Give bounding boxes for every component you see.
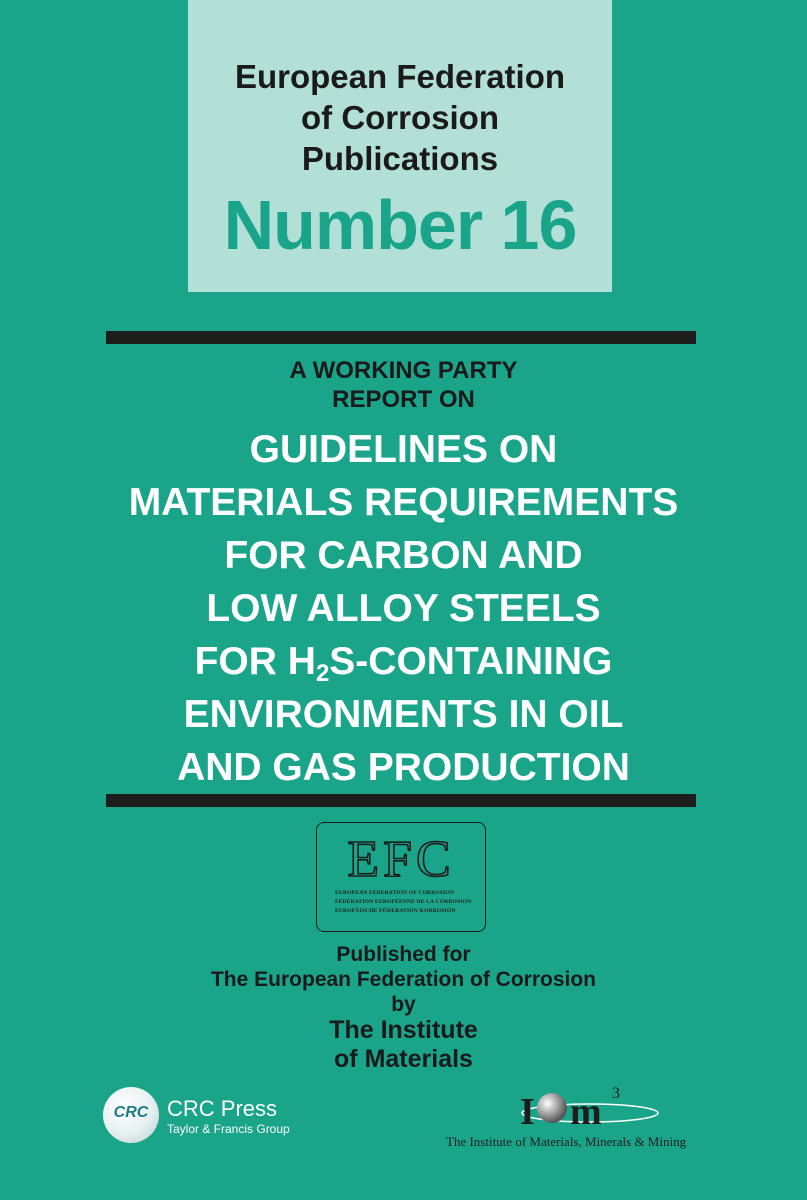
crc-press-name: CRC Press bbox=[167, 1096, 278, 1121]
published-line: by bbox=[391, 993, 416, 1016]
series-name bbox=[188, 0, 612, 179]
series-line: Publications bbox=[301, 140, 499, 177]
title-line bbox=[0, 635, 807, 688]
efc-logo-line: EUROPÄISCHE FÖDERATION KORROSION bbox=[335, 908, 456, 914]
efc-logo bbox=[316, 822, 486, 932]
efc-logo-line: EUROPEAN FEDERATION OF CORROSION bbox=[335, 890, 455, 896]
published-line: Published for bbox=[336, 943, 471, 966]
publisher-line: The Institute bbox=[329, 1016, 478, 1044]
published-line: The European Federation of Corrosion bbox=[210, 968, 597, 991]
iom3-superscript: 3 bbox=[612, 1085, 620, 1102]
iom3-sphere-icon bbox=[537, 1093, 567, 1123]
top-divider bbox=[106, 331, 696, 344]
crc-badge-text: CRC bbox=[113, 1104, 149, 1121]
publisher-name bbox=[0, 1016, 807, 1074]
iom3-letter-m: m bbox=[570, 1091, 602, 1130]
book-title bbox=[0, 423, 807, 794]
series-number: Number 16 bbox=[223, 186, 577, 264]
series-box bbox=[188, 0, 612, 292]
title-line: AND GAS PRODUCTION bbox=[177, 746, 630, 789]
series-line: European Federation bbox=[234, 58, 566, 95]
crc-press-logo bbox=[103, 1087, 159, 1143]
title-line: MATERIALS REQUIREMENTS bbox=[128, 481, 679, 524]
publisher-line: of Materials bbox=[334, 1045, 473, 1073]
series-line: of Corrosion bbox=[301, 99, 499, 136]
title-line: LOW ALLOY STEELS bbox=[206, 587, 601, 630]
iom3-caption: The Institute of Materials, Minerals & Mining bbox=[446, 1134, 687, 1149]
report-intro-line: A WORKING PARTY bbox=[289, 357, 518, 384]
efc-logo-line: FÉDÉRATION EUROPÉENNE DE LA CORROSION bbox=[335, 899, 472, 905]
title-line: FOR CARBON AND bbox=[224, 534, 583, 577]
title-text: S-CONTAINING bbox=[329, 640, 613, 683]
iom3-letter-i: I bbox=[520, 1091, 535, 1130]
iom3-logo bbox=[480, 1080, 700, 1130]
title-line: ENVIRONMENTS IN OIL bbox=[183, 693, 624, 736]
title-line: GUIDELINES ON bbox=[249, 428, 558, 471]
title-text: FOR H bbox=[194, 640, 316, 683]
efc-logo-letters: EFC bbox=[347, 831, 455, 888]
report-intro-line: REPORT ON bbox=[332, 386, 475, 413]
published-for bbox=[0, 942, 807, 1017]
bottom-divider bbox=[106, 794, 696, 807]
title-subscript: 2 bbox=[315, 660, 330, 687]
crc-press-subtitle: Taylor & Francis Group bbox=[167, 1122, 290, 1136]
report-intro bbox=[0, 356, 807, 414]
